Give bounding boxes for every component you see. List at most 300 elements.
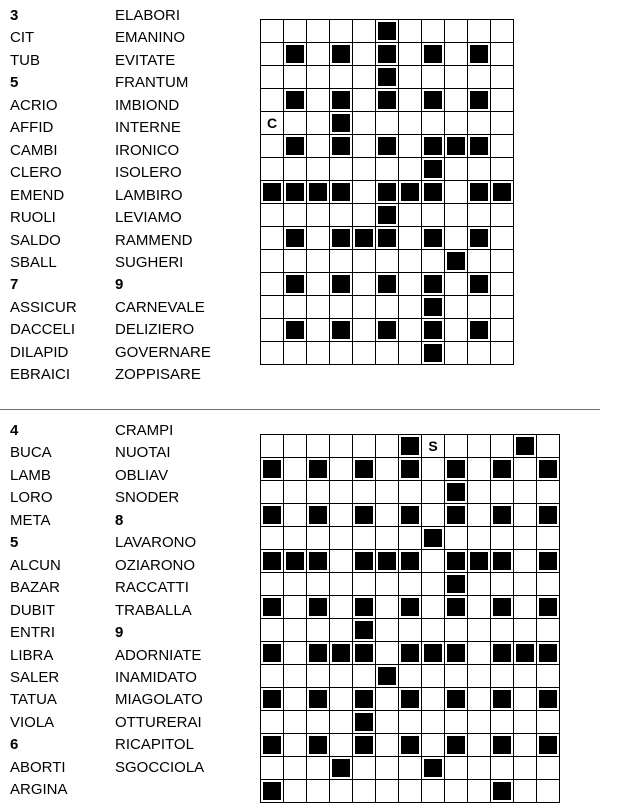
empty-cell[interactable] xyxy=(491,573,514,596)
empty-cell[interactable] xyxy=(353,66,376,89)
empty-cell[interactable] xyxy=(468,504,491,527)
empty-cell[interactable] xyxy=(353,296,376,319)
empty-cell[interactable] xyxy=(514,619,537,642)
empty-cell[interactable] xyxy=(491,273,514,296)
empty-cell[interactable] xyxy=(399,296,422,319)
word-entry: RUOLI xyxy=(10,209,56,227)
word-entry: ZOPPISARE xyxy=(115,366,201,384)
empty-cell[interactable] xyxy=(514,734,537,757)
block-cell xyxy=(376,319,399,342)
empty-cell[interactable] xyxy=(468,435,491,458)
empty-cell[interactable] xyxy=(307,619,330,642)
empty-cell[interactable] xyxy=(537,665,560,688)
empty-cell[interactable] xyxy=(491,342,514,365)
empty-cell[interactable] xyxy=(537,711,560,734)
empty-cell[interactable] xyxy=(330,711,353,734)
empty-cell[interactable] xyxy=(399,342,422,365)
empty-cell[interactable] xyxy=(399,780,422,803)
empty-cell[interactable] xyxy=(491,435,514,458)
word-entry: ISOLERO xyxy=(115,164,182,182)
empty-cell[interactable] xyxy=(261,665,284,688)
empty-cell[interactable] xyxy=(376,296,399,319)
block-cell xyxy=(307,642,330,665)
empty-cell[interactable] xyxy=(284,481,307,504)
word-entry: OZIARONO xyxy=(115,556,196,574)
empty-cell[interactable] xyxy=(307,20,330,43)
empty-cell[interactable] xyxy=(514,573,537,596)
empty-cell[interactable] xyxy=(353,89,376,112)
empty-cell[interactable] xyxy=(445,665,468,688)
empty-cell[interactable] xyxy=(399,89,422,112)
empty-cell[interactable] xyxy=(445,158,468,181)
empty-cell[interactable] xyxy=(330,342,353,365)
block-cell xyxy=(445,550,468,573)
word-entry: INTERNE xyxy=(115,119,181,137)
empty-cell[interactable] xyxy=(261,158,284,181)
empty-cell[interactable] xyxy=(307,250,330,273)
empty-cell[interactable] xyxy=(468,711,491,734)
empty-cell[interactable] xyxy=(307,66,330,89)
empty-cell[interactable] xyxy=(307,665,330,688)
empty-cell[interactable] xyxy=(422,688,445,711)
empty-cell[interactable] xyxy=(514,504,537,527)
word-entry: EBRAICI xyxy=(10,366,71,384)
empty-cell[interactable] xyxy=(353,135,376,158)
empty-cell[interactable] xyxy=(422,550,445,573)
empty-cell[interactable] xyxy=(468,527,491,550)
empty-cell[interactable] xyxy=(468,481,491,504)
block-cell xyxy=(353,642,376,665)
empty-cell[interactable] xyxy=(353,20,376,43)
empty-cell[interactable] xyxy=(399,227,422,250)
empty-cell[interactable] xyxy=(468,573,491,596)
block-cell xyxy=(537,688,560,711)
empty-cell[interactable] xyxy=(399,273,422,296)
empty-cell[interactable] xyxy=(353,435,376,458)
empty-cell[interactable] xyxy=(353,757,376,780)
empty-cell[interactable] xyxy=(422,665,445,688)
empty-cell[interactable] xyxy=(284,734,307,757)
empty-cell[interactable] xyxy=(353,273,376,296)
empty-cell[interactable] xyxy=(261,20,284,43)
empty-cell[interactable] xyxy=(445,273,468,296)
empty-cell[interactable] xyxy=(399,112,422,135)
empty-cell[interactable] xyxy=(353,780,376,803)
empty-cell[interactable] xyxy=(468,596,491,619)
empty-cell[interactable] xyxy=(307,711,330,734)
empty-cell[interactable] xyxy=(307,89,330,112)
block-cell xyxy=(376,550,399,573)
empty-cell[interactable] xyxy=(376,435,399,458)
empty-cell[interactable] xyxy=(307,204,330,227)
empty-cell[interactable] xyxy=(491,527,514,550)
empty-cell[interactable] xyxy=(514,780,537,803)
empty-cell[interactable] xyxy=(399,481,422,504)
empty-cell[interactable] xyxy=(537,435,560,458)
empty-cell[interactable] xyxy=(261,342,284,365)
empty-cell[interactable] xyxy=(284,688,307,711)
empty-cell[interactable] xyxy=(422,250,445,273)
empty-cell[interactable] xyxy=(376,342,399,365)
empty-cell[interactable] xyxy=(468,665,491,688)
empty-cell[interactable] xyxy=(307,273,330,296)
empty-cell[interactable] xyxy=(261,435,284,458)
empty-cell[interactable] xyxy=(376,596,399,619)
word-length-header: 9 xyxy=(115,624,124,642)
empty-cell[interactable] xyxy=(491,158,514,181)
empty-cell[interactable] xyxy=(491,250,514,273)
empty-cell[interactable] xyxy=(353,527,376,550)
empty-cell[interactable] xyxy=(491,204,514,227)
block-cell xyxy=(376,20,399,43)
empty-cell[interactable] xyxy=(307,527,330,550)
empty-cell[interactable] xyxy=(330,204,353,227)
empty-cell[interactable] xyxy=(284,780,307,803)
empty-cell[interactable] xyxy=(376,642,399,665)
empty-cell[interactable] xyxy=(537,619,560,642)
empty-cell[interactable] xyxy=(353,112,376,135)
word-entry: RICAPITOL xyxy=(115,736,194,754)
empty-cell[interactable] xyxy=(376,619,399,642)
empty-cell[interactable] xyxy=(261,273,284,296)
empty-cell[interactable] xyxy=(376,734,399,757)
empty-cell[interactable] xyxy=(330,688,353,711)
empty-cell[interactable] xyxy=(284,204,307,227)
word-entry: DILAPID xyxy=(10,343,69,361)
word-entry: CARNEVALE xyxy=(115,298,205,316)
empty-cell[interactable] xyxy=(514,711,537,734)
empty-cell[interactable] xyxy=(514,665,537,688)
letter-cell[interactable]: C xyxy=(261,112,284,135)
empty-cell[interactable] xyxy=(399,319,422,342)
empty-cell[interactable] xyxy=(468,757,491,780)
empty-cell[interactable] xyxy=(445,711,468,734)
empty-cell[interactable] xyxy=(376,573,399,596)
empty-cell[interactable] xyxy=(284,642,307,665)
empty-cell[interactable] xyxy=(376,780,399,803)
empty-cell[interactable] xyxy=(491,296,514,319)
empty-cell[interactable] xyxy=(491,66,514,89)
empty-cell[interactable] xyxy=(468,688,491,711)
empty-cell[interactable] xyxy=(514,458,537,481)
empty-cell[interactable] xyxy=(445,342,468,365)
empty-cell[interactable] xyxy=(422,573,445,596)
block-cell xyxy=(376,227,399,250)
word-entry: ELABORI xyxy=(115,7,181,24)
word-entry: IMBIOND xyxy=(115,96,180,114)
empty-cell[interactable] xyxy=(399,66,422,89)
empty-cell[interactable] xyxy=(445,181,468,204)
empty-cell[interactable] xyxy=(376,504,399,527)
block-cell xyxy=(491,596,514,619)
word-length-header: 5 xyxy=(10,534,19,552)
empty-cell[interactable] xyxy=(261,43,284,66)
empty-cell[interactable] xyxy=(261,711,284,734)
empty-cell[interactable] xyxy=(307,481,330,504)
empty-cell[interactable] xyxy=(491,227,514,250)
empty-cell[interactable] xyxy=(445,757,468,780)
empty-cell[interactable] xyxy=(422,20,445,43)
block-cell xyxy=(399,181,422,204)
empty-cell[interactable] xyxy=(261,135,284,158)
empty-cell[interactable] xyxy=(353,342,376,365)
empty-cell[interactable] xyxy=(514,550,537,573)
empty-cell[interactable] xyxy=(307,780,330,803)
empty-cell[interactable] xyxy=(468,112,491,135)
empty-cell[interactable] xyxy=(491,481,514,504)
empty-cell[interactable] xyxy=(445,619,468,642)
empty-cell[interactable] xyxy=(468,250,491,273)
empty-cell[interactable] xyxy=(330,504,353,527)
empty-cell[interactable] xyxy=(330,20,353,43)
empty-cell[interactable] xyxy=(468,619,491,642)
empty-cell[interactable] xyxy=(284,296,307,319)
empty-cell[interactable] xyxy=(514,481,537,504)
empty-cell[interactable] xyxy=(422,596,445,619)
empty-cell[interactable] xyxy=(353,573,376,596)
empty-cell[interactable] xyxy=(376,711,399,734)
empty-cell[interactable] xyxy=(330,458,353,481)
empty-cell[interactable] xyxy=(537,780,560,803)
empty-cell[interactable] xyxy=(399,158,422,181)
empty-cell[interactable] xyxy=(445,20,468,43)
empty-cell[interactable] xyxy=(353,319,376,342)
empty-cell[interactable] xyxy=(468,642,491,665)
word-entry: SALDO xyxy=(10,231,61,249)
empty-cell[interactable] xyxy=(353,481,376,504)
empty-cell[interactable] xyxy=(537,573,560,596)
empty-cell[interactable] xyxy=(491,43,514,66)
empty-cell[interactable] xyxy=(284,435,307,458)
empty-cell[interactable] xyxy=(261,204,284,227)
block-cell xyxy=(468,89,491,112)
empty-cell[interactable] xyxy=(376,158,399,181)
block-cell xyxy=(376,181,399,204)
empty-cell[interactable] xyxy=(422,112,445,135)
empty-cell[interactable] xyxy=(353,181,376,204)
empty-cell[interactable] xyxy=(491,135,514,158)
empty-cell[interactable] xyxy=(491,619,514,642)
word-length-header: 5 xyxy=(10,74,19,92)
empty-cell[interactable] xyxy=(307,319,330,342)
empty-cell[interactable] xyxy=(399,619,422,642)
block-cell xyxy=(399,458,422,481)
empty-cell[interactable] xyxy=(284,665,307,688)
empty-cell[interactable] xyxy=(399,135,422,158)
empty-cell[interactable] xyxy=(445,43,468,66)
empty-cell[interactable] xyxy=(307,158,330,181)
empty-cell[interactable] xyxy=(445,112,468,135)
empty-cell[interactable] xyxy=(284,458,307,481)
empty-cell[interactable] xyxy=(261,89,284,112)
empty-cell[interactable] xyxy=(399,250,422,273)
empty-cell[interactable] xyxy=(284,711,307,734)
empty-cell[interactable] xyxy=(261,227,284,250)
block-cell xyxy=(284,273,307,296)
empty-cell[interactable] xyxy=(261,296,284,319)
empty-cell[interactable] xyxy=(445,296,468,319)
empty-cell[interactable] xyxy=(491,319,514,342)
empty-cell[interactable] xyxy=(376,757,399,780)
empty-cell[interactable] xyxy=(330,250,353,273)
empty-cell[interactable] xyxy=(422,711,445,734)
empty-cell[interactable] xyxy=(422,619,445,642)
block-cell xyxy=(422,757,445,780)
empty-cell[interactable] xyxy=(445,527,468,550)
empty-cell[interactable] xyxy=(376,112,399,135)
empty-cell[interactable] xyxy=(307,135,330,158)
empty-cell[interactable] xyxy=(261,757,284,780)
empty-cell[interactable] xyxy=(330,296,353,319)
empty-cell[interactable] xyxy=(284,342,307,365)
empty-cell[interactable] xyxy=(307,757,330,780)
empty-cell[interactable] xyxy=(330,596,353,619)
empty-cell[interactable] xyxy=(307,573,330,596)
empty-cell[interactable] xyxy=(445,319,468,342)
empty-cell[interactable] xyxy=(284,20,307,43)
block-cell xyxy=(491,458,514,481)
empty-cell[interactable] xyxy=(261,319,284,342)
empty-cell[interactable] xyxy=(399,43,422,66)
empty-cell[interactable] xyxy=(468,158,491,181)
empty-cell[interactable] xyxy=(399,573,422,596)
letter-cell[interactable]: S xyxy=(422,435,445,458)
empty-cell[interactable] xyxy=(261,66,284,89)
empty-cell[interactable] xyxy=(261,481,284,504)
empty-cell[interactable] xyxy=(261,573,284,596)
block-cell xyxy=(376,89,399,112)
empty-cell[interactable] xyxy=(399,204,422,227)
empty-cell[interactable] xyxy=(445,204,468,227)
crossword-grid-2 xyxy=(260,434,560,803)
empty-cell[interactable] xyxy=(376,250,399,273)
empty-cell[interactable] xyxy=(307,43,330,66)
block-cell xyxy=(399,642,422,665)
empty-cell[interactable] xyxy=(284,757,307,780)
empty-cell[interactable] xyxy=(307,435,330,458)
empty-cell[interactable] xyxy=(330,66,353,89)
empty-cell[interactable] xyxy=(330,573,353,596)
block-cell xyxy=(491,688,514,711)
empty-cell[interactable] xyxy=(261,527,284,550)
empty-cell[interactable] xyxy=(330,619,353,642)
empty-cell[interactable] xyxy=(468,20,491,43)
empty-cell[interactable] xyxy=(514,757,537,780)
empty-cell[interactable] xyxy=(284,573,307,596)
empty-cell[interactable] xyxy=(376,481,399,504)
block-cell xyxy=(422,227,445,250)
empty-cell[interactable] xyxy=(468,66,491,89)
empty-cell[interactable] xyxy=(422,481,445,504)
empty-cell[interactable] xyxy=(537,527,560,550)
empty-cell[interactable] xyxy=(399,20,422,43)
empty-cell[interactable] xyxy=(491,20,514,43)
word-entry: LAMB xyxy=(10,466,51,484)
empty-cell[interactable] xyxy=(307,296,330,319)
empty-cell[interactable] xyxy=(353,204,376,227)
empty-cell[interactable] xyxy=(422,780,445,803)
empty-cell[interactable] xyxy=(399,665,422,688)
empty-cell[interactable] xyxy=(422,204,445,227)
empty-cell[interactable] xyxy=(491,665,514,688)
block-cell xyxy=(353,504,376,527)
empty-cell[interactable] xyxy=(307,227,330,250)
word-entry: IRONICO xyxy=(115,141,180,159)
empty-cell[interactable] xyxy=(468,734,491,757)
empty-cell[interactable] xyxy=(307,112,330,135)
empty-cell[interactable] xyxy=(261,250,284,273)
block-cell xyxy=(330,112,353,135)
empty-cell[interactable] xyxy=(353,158,376,181)
empty-cell[interactable] xyxy=(422,458,445,481)
empty-cell[interactable] xyxy=(422,504,445,527)
empty-cell[interactable] xyxy=(376,527,399,550)
empty-cell[interactable] xyxy=(261,619,284,642)
empty-cell[interactable] xyxy=(445,435,468,458)
word-entry: OBLIAV xyxy=(115,466,169,484)
empty-cell[interactable] xyxy=(514,688,537,711)
empty-cell[interactable] xyxy=(445,66,468,89)
empty-cell[interactable] xyxy=(376,458,399,481)
empty-cell[interactable] xyxy=(422,66,445,89)
empty-cell[interactable] xyxy=(514,596,537,619)
empty-cell[interactable] xyxy=(284,66,307,89)
empty-cell[interactable] xyxy=(445,227,468,250)
empty-cell[interactable] xyxy=(330,665,353,688)
empty-cell[interactable] xyxy=(307,342,330,365)
empty-cell[interactable] xyxy=(330,158,353,181)
empty-cell[interactable] xyxy=(284,158,307,181)
empty-cell[interactable] xyxy=(330,435,353,458)
empty-cell[interactable] xyxy=(399,711,422,734)
empty-cell[interactable] xyxy=(330,527,353,550)
empty-cell[interactable] xyxy=(537,757,560,780)
empty-cell[interactable] xyxy=(514,527,537,550)
empty-cell[interactable] xyxy=(399,757,422,780)
empty-cell[interactable] xyxy=(353,665,376,688)
empty-cell[interactable] xyxy=(468,458,491,481)
empty-cell[interactable] xyxy=(284,250,307,273)
empty-cell[interactable] xyxy=(468,780,491,803)
empty-cell[interactable] xyxy=(468,342,491,365)
empty-cell[interactable] xyxy=(330,481,353,504)
empty-cell[interactable] xyxy=(537,481,560,504)
empty-cell[interactable] xyxy=(330,734,353,757)
empty-cell[interactable] xyxy=(330,780,353,803)
empty-cell[interactable] xyxy=(284,619,307,642)
empty-cell[interactable] xyxy=(353,250,376,273)
empty-cell[interactable] xyxy=(353,43,376,66)
empty-cell[interactable] xyxy=(491,112,514,135)
empty-cell[interactable] xyxy=(284,504,307,527)
empty-cell[interactable] xyxy=(491,89,514,112)
empty-cell[interactable] xyxy=(422,734,445,757)
empty-cell[interactable] xyxy=(330,550,353,573)
empty-cell[interactable] xyxy=(491,757,514,780)
block-cell xyxy=(468,135,491,158)
empty-cell[interactable] xyxy=(468,204,491,227)
empty-cell[interactable] xyxy=(445,89,468,112)
empty-cell[interactable] xyxy=(445,780,468,803)
empty-cell[interactable] xyxy=(491,711,514,734)
empty-cell[interactable] xyxy=(468,296,491,319)
empty-cell[interactable] xyxy=(284,596,307,619)
empty-cell[interactable] xyxy=(284,527,307,550)
empty-cell[interactable] xyxy=(376,688,399,711)
empty-cell[interactable] xyxy=(399,527,422,550)
empty-cell[interactable] xyxy=(284,112,307,135)
word-entry: ARGINA xyxy=(10,781,68,799)
